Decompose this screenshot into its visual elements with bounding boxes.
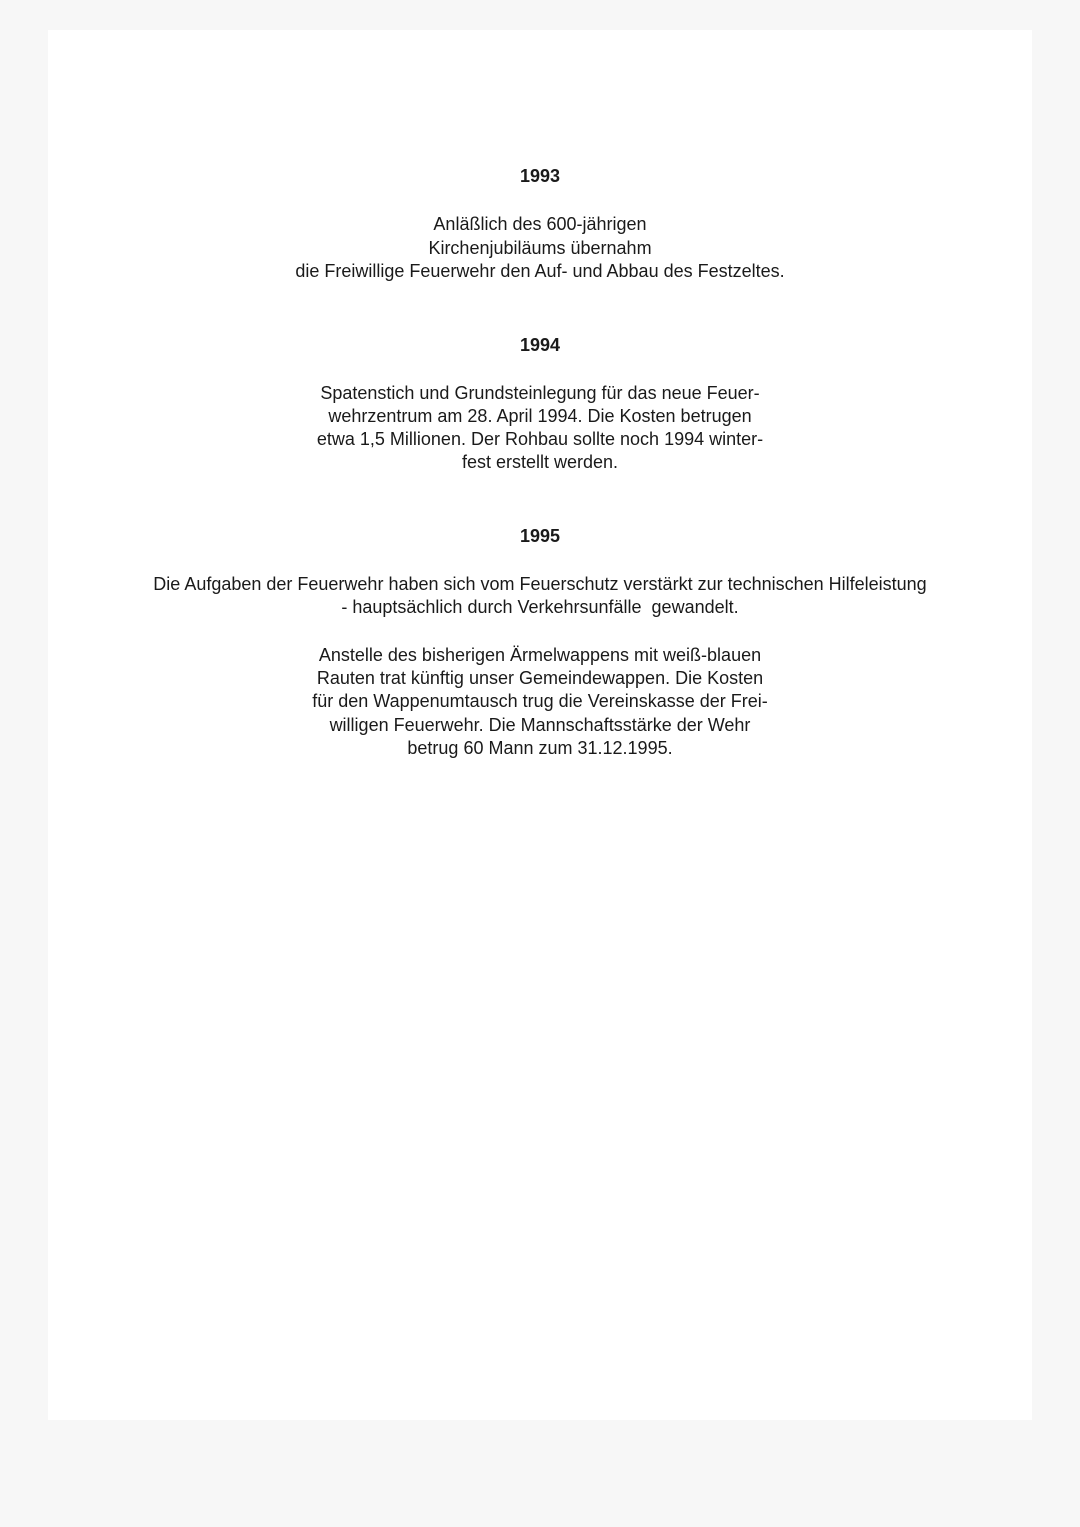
text-line: Kirchenjubiläums übernahm	[428, 238, 652, 258]
document-page	[48, 30, 1032, 1420]
text-line: betrug 60 Mann zum 31.12.1995.	[407, 738, 673, 758]
text-line: wehrzentrum am 28. April 1994. Die Kosten betrugen	[328, 406, 752, 426]
text-line: für den Wappenumtausch trug die Vereinskasse der Frei-	[312, 691, 768, 711]
year-heading-1995: 1995	[519, 526, 561, 546]
text-line: Die Aufgaben der Feuerwehr haben sich vom Feuerschutz verstärkt zur technischen Hilfeleistung	[153, 574, 927, 594]
text-line: etwa 1,5 Millionen. Der Rohbau sollte noch 1994 winter-	[316, 429, 764, 449]
text-line: willigen Feuerwehr. Die Mannschaftsstärke der Wehr	[329, 715, 751, 735]
text-line: Anläßlich des 600-jährigen	[433, 214, 647, 234]
text-line: fest erstellt werden.	[461, 452, 619, 472]
year-heading-1993: 1993	[519, 166, 561, 186]
year-heading-1994: 1994	[519, 335, 561, 355]
text-line: die Freiwillige Feuerwehr den Auf- und Abbau des Festzeltes.	[295, 261, 785, 281]
text-line: Spatenstich und Grundsteinlegung für das neue Feuer-	[320, 383, 760, 403]
text-line: Anstelle des bisherigen Ärmelwappens mit weiß-blauen	[318, 645, 762, 665]
text-line: Rauten trat künftig unser Gemeindewappen. Die Kosten	[316, 668, 764, 688]
text-line: - hauptsächlich durch Verkehrsunfälle gewandelt.	[341, 597, 739, 617]
